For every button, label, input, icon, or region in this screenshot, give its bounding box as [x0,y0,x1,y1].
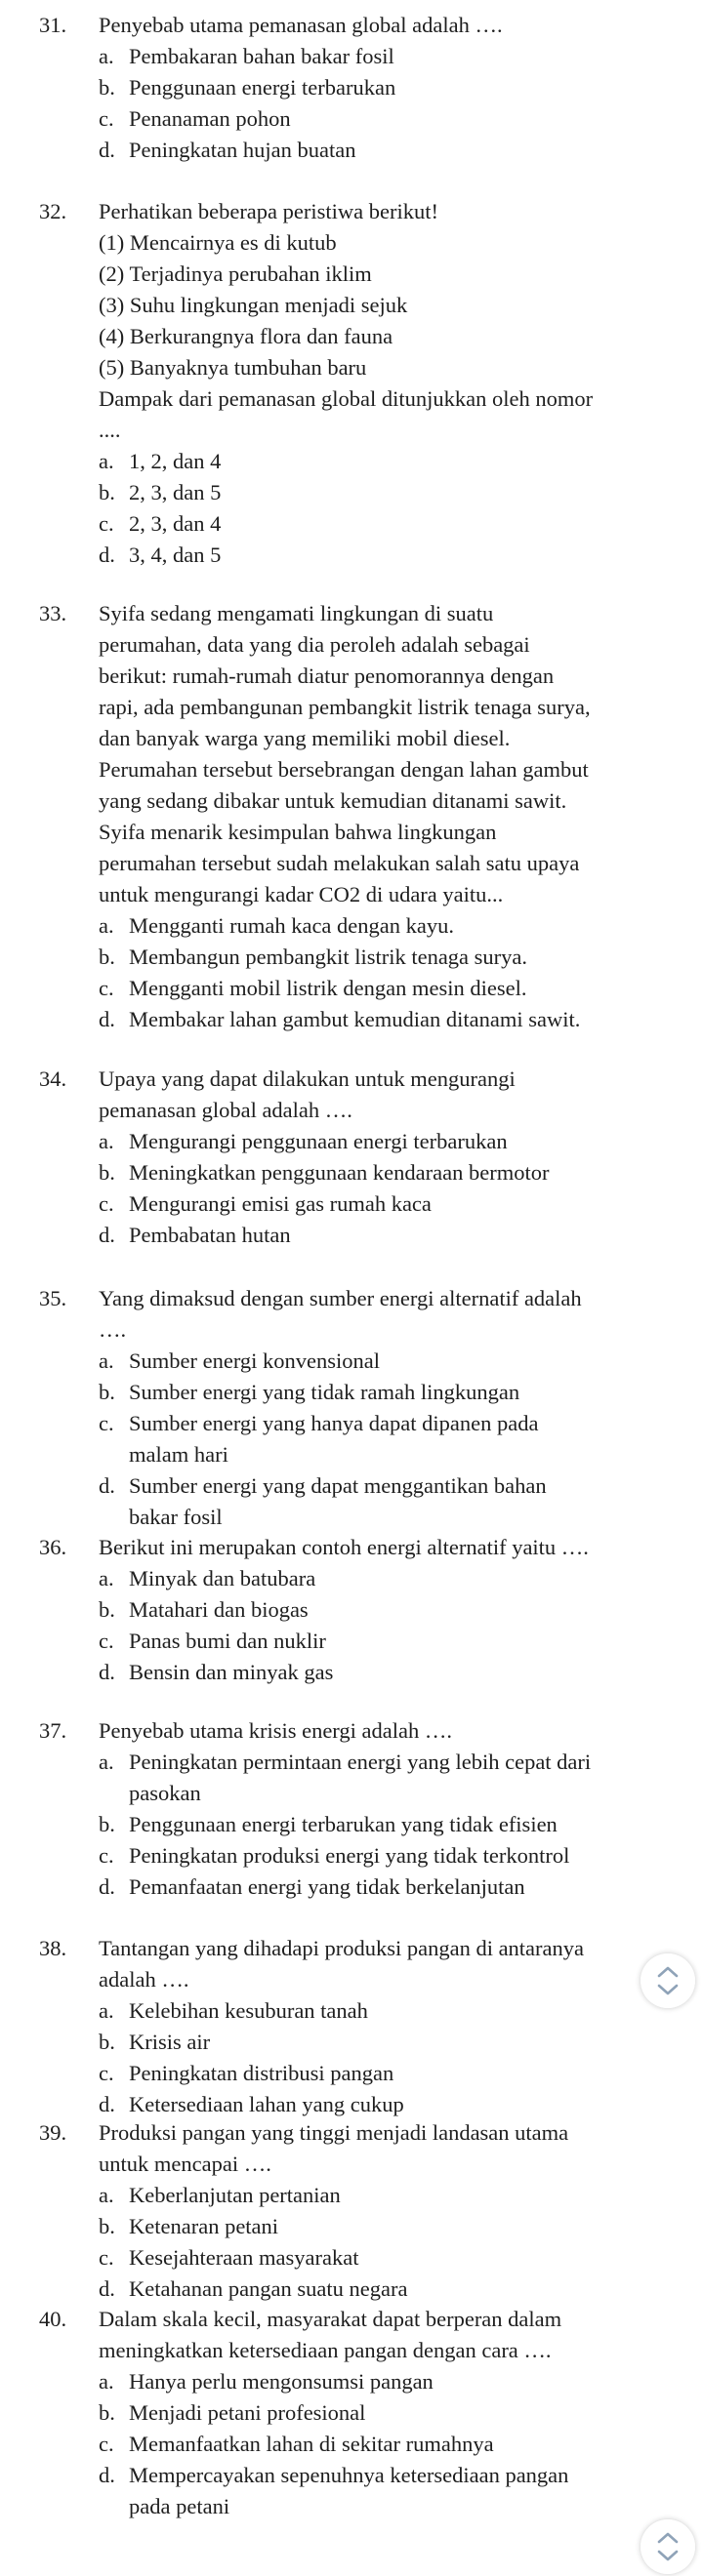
option-text [129,1188,664,1220]
option-letter: a. [99,2183,114,2207]
option-letter: c. [99,2432,114,2456]
option-text [129,1408,664,1470]
question-text [99,1532,664,1563]
question-text-line: rapi, ada pembangunan pembangkit listrik tenaga surya, [99,695,591,719]
option-text [129,2460,664,2522]
statement-item: (5) Banyaknya tumbuhan baru [99,355,367,380]
scroll-nav-button-bottom[interactable] [641,2519,695,2574]
question-text-line: adalah …. [99,1967,189,1992]
option-letter: c. [99,1843,114,1868]
answer-option[interactable] [0,2211,703,2242]
option-letter: c. [99,2245,114,2270]
option-text [129,1220,664,1251]
question-text [99,1064,664,1126]
option-text-line: Meningkatkan penggunaan kendaraan bermotor [129,1160,550,1185]
answer-option[interactable] [0,1470,703,1533]
answer-option[interactable] [0,1157,703,1188]
question-text-line: dan banyak warga yang memiliki mobil diesel. [99,726,511,750]
question-text-line: Produksi pangan yang tinggi menjadi landasan utama [99,2120,569,2145]
question-text-line: berikut: rumah-rumah diatur penomorannya dengan [99,664,555,688]
option-letter: a. [99,1998,114,2023]
question-text-line: perumahan, data yang dia peroleh adalah sebagai [99,632,530,657]
option-text-line: Hanya perlu mengonsumsi pangan [129,2369,434,2394]
option-text-line: Panas bumi dan nuklir [129,1629,326,1653]
option-text [129,103,664,135]
answer-option[interactable] [0,1346,703,1377]
option-text [129,1872,664,1903]
option-letter: a. [99,449,114,473]
statement-item: (2) Terjadinya perubahan iklim [99,262,372,286]
option-text-line: Sumber energi yang hanya dapat dipanen pada [129,1411,539,1435]
answer-option[interactable] [0,1809,703,1840]
question-stem [0,1283,703,1346]
option-letter: a. [99,1750,114,1774]
option-text [129,2058,664,2089]
option-text [129,1126,664,1157]
option-text-line: Keberlanjutan pertanian [129,2183,341,2207]
option-letter: d. [99,2092,115,2116]
question-stem [0,2304,703,2366]
answer-option[interactable] [0,72,703,103]
answer-option[interactable] [0,1872,703,1903]
question-block [0,1532,703,1688]
option-text-line: Minyak dan batubara [129,1566,316,1590]
question-text-line: Tantangan yang dihadapi produksi pangan di antaranya [99,1936,585,1960]
question-number: 33. [39,601,67,625]
answer-option[interactable] [0,41,703,72]
answer-option[interactable] [0,1747,703,1809]
option-text [129,1594,664,1626]
question-text [99,2117,664,2180]
answer-option[interactable] [0,1408,703,1470]
question-number: 40. [39,2307,67,2331]
option-text [129,2211,664,2242]
answer-option[interactable] [0,540,703,571]
option-text-line: Peningkatan produksi energi yang tidak terkontrol [129,1843,570,1868]
option-text-line: Sumber energi yang dapat menggantikan bahan [129,1473,547,1498]
option-text-line: Mengurangi penggunaan energi terbarukan [129,1129,508,1153]
chevron-up-icon [657,2532,679,2544]
question-block [0,10,703,166]
option-text-line: 3, 4, dan 5 [129,543,222,567]
option-text [129,2242,664,2274]
option-text-line: Peningkatan permintaan energi yang lebih cepat dari [129,1750,592,1774]
question-text-line: Upaya yang dapat dilakukan untuk mengurangi [99,1067,516,1091]
statement-item: (1) Mencairnya es di kutub [99,230,337,255]
question-text-line: Syifa menarik kesimpulan bahwa lingkungan [99,820,497,844]
question-block [0,1933,703,2120]
option-text-line: 1, 2, dan 4 [129,449,222,473]
answer-option[interactable] [0,973,703,1004]
question-block [0,1715,703,1903]
answer-option[interactable] [0,2274,703,2305]
question-number: 35. [39,1286,67,1310]
question-stem [0,1064,703,1126]
option-text-line: Ketahanan pangan suatu negara [129,2276,408,2301]
answer-option[interactable] [0,1188,703,1220]
question-text-line: untuk mencapai …. [99,2152,271,2176]
option-text [129,2274,664,2305]
question-text-line: Perumahan tersebut bersebrangan dengan lahan gambut [99,757,589,782]
option-text-line: Mempercayakan sepenuhnya ketersediaan pangan [129,2463,569,2487]
option-letter: b. [99,1597,115,1622]
option-text [129,2180,664,2211]
option-letter: b. [99,75,115,100]
option-text [129,72,664,103]
option-text [129,1657,664,1688]
question-stem [0,598,703,910]
question-prompt [99,383,703,446]
chevron-down-icon [657,2550,679,2561]
answer-option[interactable] [0,2397,703,2429]
question-block [0,2117,703,2305]
option-text-line: Penanaman pohon [129,106,291,131]
question-block [0,196,703,571]
option-letter: d. [99,1874,115,1899]
option-letter: a. [99,1566,114,1590]
question-text-line: Perhatikan beberapa peristiwa berikut! [99,199,438,223]
answer-option[interactable] [0,2366,703,2397]
option-text-line: Memanfaatkan lahan di sekitar rumahnya [129,2432,494,2456]
answer-option[interactable] [0,2460,703,2522]
question-block [0,2304,703,2522]
option-text [129,477,664,508]
question-number: 38. [39,1936,67,1960]
option-letter: a. [99,2369,114,2394]
option-letter: d. [99,1223,115,1247]
question-stem [0,10,703,41]
chevron-up-icon [657,1966,679,1978]
answer-option[interactable] [0,942,703,973]
question-text [99,598,664,910]
option-letter: d. [99,1660,115,1684]
option-text [129,910,664,942]
option-text-line: Penggunaan energi terbarukan yang tidak efisien [129,1812,558,1836]
option-text [129,1157,664,1188]
option-letter: c. [99,1629,114,1653]
question-text-line: meningkatkan ketersediaan pangan dengan cara …. [99,2338,552,2362]
option-letter: c. [99,1191,114,1216]
option-text [129,1809,664,1840]
option-letter: b. [99,945,115,969]
option-text [129,942,664,973]
option-text [129,1626,664,1657]
option-letter: b. [99,1812,115,1836]
option-text-line: pada petani [129,2494,230,2518]
option-text-line: Kelebihan kesuburan tanah [129,1998,368,2023]
question-block [0,1064,703,1251]
answer-option[interactable] [0,135,703,166]
question-text-line: Penyebab utama pemanasan global adalah …. [99,13,503,37]
question-text-line: perumahan tersebut sudah melakukan salah satu upaya [99,851,580,875]
option-text [129,1563,664,1594]
question-text [99,1933,664,1995]
question-number: 39. [39,2120,67,2145]
question-stem [0,1532,703,1563]
option-text-line: bakar fosil [129,1505,223,1529]
answer-option[interactable] [0,1220,703,1251]
question-text-line: Penyebab utama krisis energi adalah …. [99,1718,452,1743]
question-block [0,1283,703,1533]
answer-option[interactable] [0,1377,703,1408]
answer-option[interactable] [0,1126,703,1157]
answer-option[interactable] [0,477,703,508]
option-text-line: Mengganti rumah kaca dengan kayu. [129,913,455,938]
option-text [129,508,664,540]
answer-option[interactable] [0,446,703,477]
option-letter: b. [99,2030,115,2054]
option-text [129,1470,664,1533]
answer-option[interactable] [0,1995,703,2027]
question-text-line: yang sedang dibakar untuk kemudian ditanami sawit. [99,788,567,813]
option-text-line: Pembabatan hutan [129,1223,291,1247]
option-text-line: Pembakaran bahan bakar fosil [129,44,394,68]
option-text-line: Kesejahteraan masyarakat [129,2245,359,2270]
question-text [99,10,664,41]
scroll-nav-button[interactable] [641,1953,695,2008]
option-text [129,1377,664,1408]
option-text [129,2366,664,2397]
question-text-line: Yang dimaksud dengan sumber energi alternatif adalah [99,1286,582,1310]
option-letter: a. [99,1348,114,1373]
question-text-line: …. [99,1317,127,1342]
option-text-line: Krisis air [129,2030,211,2054]
option-text [129,1346,664,1377]
question-prompt-line: .... [99,418,121,442]
question-stem [0,1715,703,1747]
question-text [99,196,664,227]
option-letter: c. [99,2061,114,2085]
option-text-line: pasokan [129,1781,201,1805]
answer-option[interactable] [0,2027,703,2058]
option-letter: d. [99,1007,115,1031]
question-text [99,1283,664,1346]
answer-option[interactable] [0,103,703,135]
answer-option[interactable] [0,910,703,942]
option-letter: a. [99,44,114,68]
option-letter: b. [99,1160,115,1185]
question-text [99,2304,664,2366]
option-text [129,2089,664,2120]
option-text [129,1995,664,2027]
option-text [129,1004,664,1035]
question-number: 34. [39,1067,67,1091]
option-text [129,1747,664,1809]
question-number: 36. [39,1535,67,1559]
option-letter: c. [99,976,114,1000]
option-text-line: Sumber energi konvensional [129,1348,381,1373]
option-letter: b. [99,2400,115,2425]
option-text-line: Pemanfaatan energi yang tidak berkelanjutan [129,1874,525,1899]
option-letter: c. [99,106,114,131]
option-letter: d. [99,1473,115,1498]
question-prompt-line: Dampak dari pemanasan global ditunjukkan oleh nomor [99,386,594,411]
option-text-line: Matahari dan biogas [129,1597,309,1622]
option-letter: d. [99,138,115,162]
question-text-line: Syifa sedang mengamati lingkungan di suatu [99,601,494,625]
question-number: 37. [39,1718,67,1743]
option-letter: b. [99,480,115,504]
option-text-line: Mengurangi emisi gas rumah kaca [129,1191,432,1216]
option-text-line: Mengganti mobil listrik dengan mesin diesel. [129,976,527,1000]
question-stem [0,1933,703,1995]
option-text [129,2429,664,2460]
option-text-line: 2, 3, dan 4 [129,511,222,536]
option-text [129,135,664,166]
option-letter: b. [99,2214,115,2238]
question-text-line: untuk mengurangi kadar CO2 di udara yaitu... [99,882,504,906]
question-text [99,1715,664,1747]
option-text-line: Bensin dan minyak gas [129,1660,334,1684]
option-text [129,2397,664,2429]
answer-option[interactable] [0,2242,703,2274]
option-text-line: Sumber energi yang tidak ramah lingkungan [129,1380,520,1404]
question-text-line: pemanasan global adalah …. [99,1098,352,1122]
option-text [129,41,664,72]
option-text [129,973,664,1004]
option-text-line: Membangun pembangkit listrik tenaga surya. [129,945,528,969]
question-number: 32. [39,199,67,223]
question-text-line: Dalam skala kecil, masyarakat dapat berperan dalam [99,2307,562,2331]
option-text-line: Peningkatan distribusi pangan [129,2061,394,2085]
answer-option[interactable] [0,2089,703,2120]
chevron-down-icon [657,1984,679,1995]
option-text-line: Ketenaran petani [129,2214,279,2238]
option-text-line: 2, 3, dan 5 [129,480,222,504]
option-text [129,2027,664,2058]
option-text-line: Ketersediaan lahan yang cukup [129,2092,404,2116]
option-letter: b. [99,1380,115,1404]
statement-list [99,227,703,383]
answer-option[interactable] [0,2429,703,2460]
option-text-line: Menjadi petani profesional [129,2400,366,2425]
option-letter: c. [99,511,114,536]
answer-option[interactable] [0,1563,703,1594]
answer-option[interactable] [0,1594,703,1626]
answer-option[interactable] [0,508,703,540]
answer-option[interactable] [0,2058,703,2089]
answer-option[interactable] [0,2180,703,2211]
option-letter: a. [99,913,114,938]
option-letter: d. [99,2276,115,2301]
answer-option[interactable] [0,1004,703,1035]
option-text-line: Penggunaan energi terbarukan [129,75,396,100]
question-block [0,598,703,1035]
question-stem [0,196,703,227]
answer-option[interactable] [0,1657,703,1688]
option-text [129,540,664,571]
option-text [129,446,664,477]
answer-option[interactable] [0,1626,703,1657]
question-text-line: Berikut ini merupakan contoh energi alternatif yaitu …. [99,1535,589,1559]
answer-option[interactable] [0,1840,703,1872]
option-letter: a. [99,1129,114,1153]
option-letter: c. [99,1411,114,1435]
option-text-line: Membakar lahan gambut kemudian ditanami sawit. [129,1007,581,1031]
statement-item: (4) Berkurangnya flora dan fauna [99,324,393,348]
option-letter: d. [99,543,115,567]
option-text [129,1840,664,1872]
option-letter: d. [99,2463,115,2487]
question-stem [0,2117,703,2180]
option-text-line: malam hari [129,1442,228,1467]
statement-item: (3) Suhu lingkungan menjadi sejuk [99,293,408,317]
question-number: 31. [39,13,67,37]
option-text-line: Peningkatan hujan buatan [129,138,356,162]
